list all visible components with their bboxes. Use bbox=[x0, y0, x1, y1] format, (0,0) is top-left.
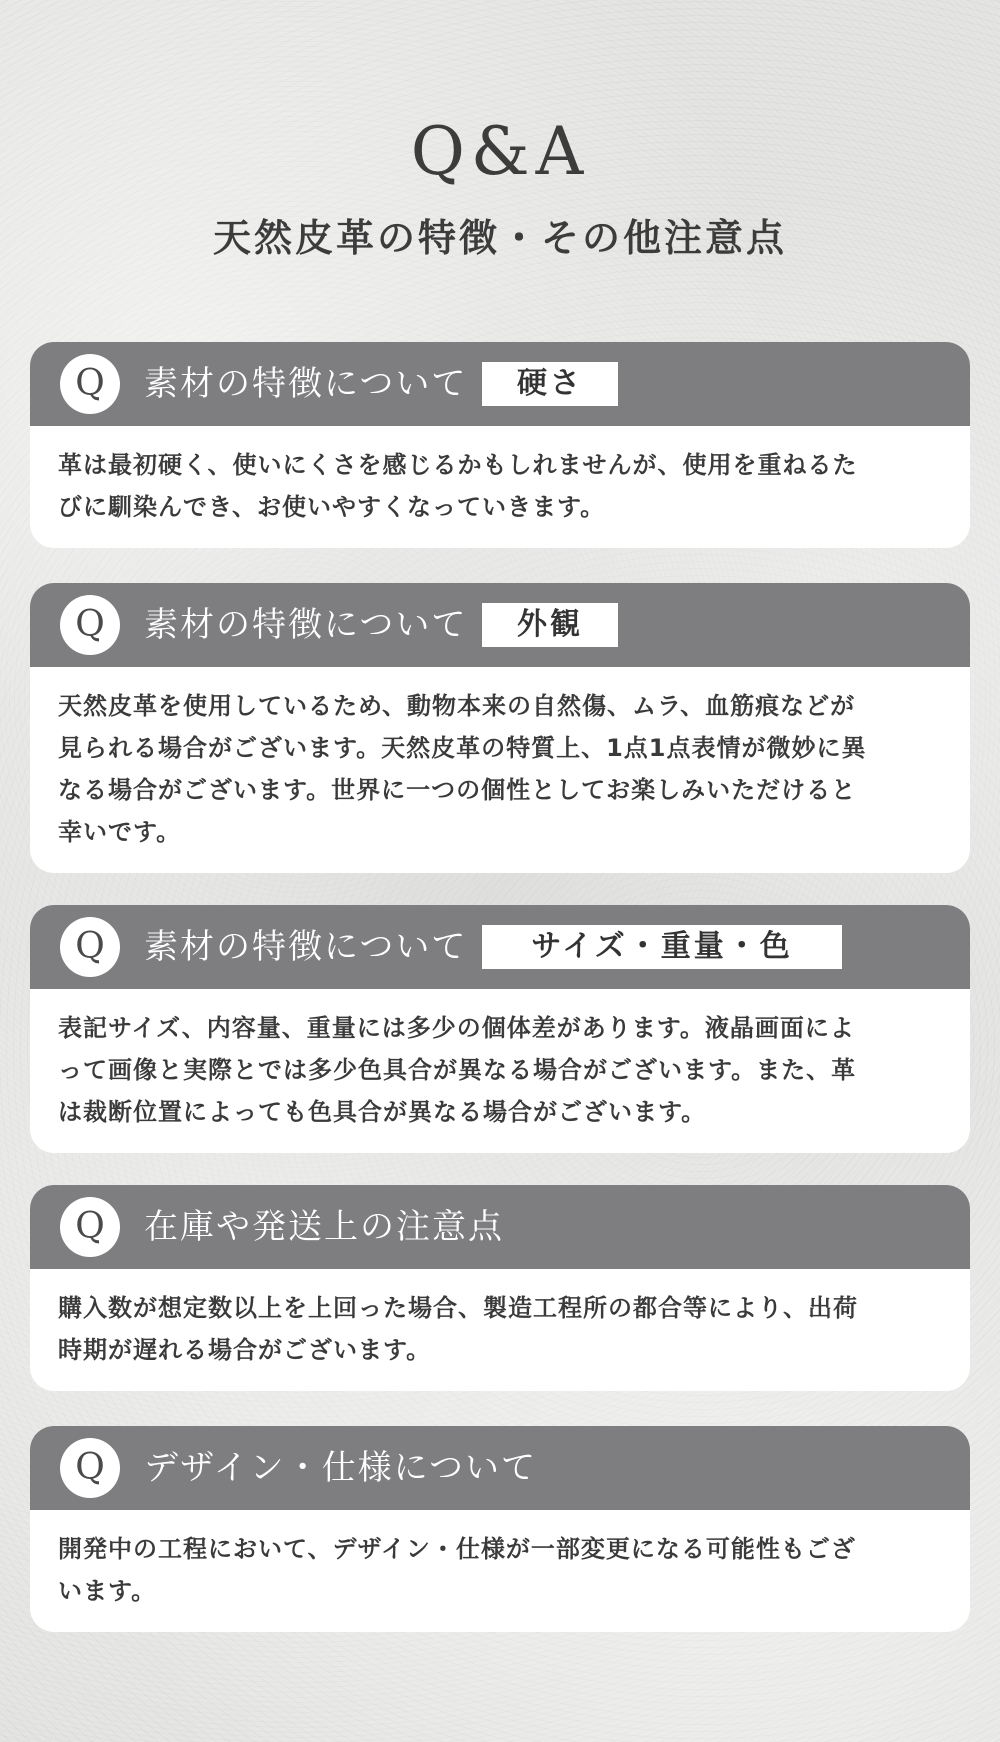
qa-card-title: 素材の特徴について bbox=[144, 364, 468, 404]
answer-line: 幸いです。 bbox=[58, 818, 182, 846]
answer-line: 表記サイズ、内容量、重量には多少の個体差があります。液晶画面によ bbox=[58, 1014, 855, 1042]
qa-card-title: 素材の特徴について bbox=[144, 927, 468, 967]
page-title: Q&A bbox=[410, 113, 590, 190]
qa-card-appearance bbox=[30, 583, 970, 873]
answer-line: は裁断位置によっても色具合が異なる場合がございます。 bbox=[58, 1098, 707, 1126]
answer-line: 購入数が想定数以上を上回った場合、製造工程所の都合等により、出荷 bbox=[58, 1294, 858, 1322]
answer-line: 革は最初硬く、使いにくさを感じるかもしれませんが、使用を重ねるた bbox=[58, 451, 858, 479]
qa-card-answer bbox=[30, 667, 970, 853]
answer-line: 見られる場合がございます。天然皮革の特質上、1点1点表情が微妙に異 bbox=[58, 734, 867, 762]
qa-card-tag: 硬さ bbox=[482, 362, 618, 406]
qa-card-title: 在庫や発送上の注意点 bbox=[144, 1207, 504, 1247]
qa-card-answer bbox=[30, 426, 970, 528]
page-subtitle: 天然皮革の特徴・その他注意点 bbox=[212, 216, 787, 260]
answer-line: なる場合がございます。世界に一つの個性としてお楽しみいただけると bbox=[58, 776, 857, 804]
q-badge-icon: Q bbox=[60, 1197, 120, 1257]
qa-card-header bbox=[30, 1426, 970, 1510]
q-badge-icon: Q bbox=[60, 354, 120, 414]
answer-line: びに馴染んでき、お使いやすくなっていきます。 bbox=[58, 493, 606, 521]
qa-card-title: デザイン・仕様について bbox=[144, 1448, 537, 1488]
answer-line: 天然皮革を使用しているため、動物本来の自然傷、ムラ、血筋痕などが bbox=[58, 692, 856, 720]
answer-line: います。 bbox=[58, 1577, 157, 1605]
qa-card-answer bbox=[30, 1510, 970, 1612]
qa-card-header bbox=[30, 342, 970, 426]
answer-line: 時期が遅れる場合がございます。 bbox=[58, 1336, 432, 1364]
qa-card-hardness bbox=[30, 342, 970, 548]
answer-line: って画像と実際とでは多少色具合が異なる場合がございます。また、革 bbox=[58, 1056, 857, 1084]
qa-card-tag: サイズ・重量・色 bbox=[482, 925, 842, 969]
qa-card-stock-shipping bbox=[30, 1185, 970, 1391]
qa-card-header bbox=[30, 1185, 970, 1269]
q-badge-icon: Q bbox=[60, 917, 120, 977]
q-badge-icon: Q bbox=[60, 1438, 120, 1498]
answer-line: 開発中の工程において、デザイン・仕様が一部変更になる可能性もござ bbox=[58, 1535, 856, 1563]
qa-card-title: 素材の特徴について bbox=[144, 605, 468, 645]
qa-card-answer bbox=[30, 1269, 970, 1371]
qa-card-answer bbox=[30, 989, 970, 1133]
qa-card-header bbox=[30, 583, 970, 667]
qa-card-tag: 外観 bbox=[482, 603, 618, 647]
qa-card-design-spec bbox=[30, 1426, 970, 1632]
q-badge-icon: Q bbox=[60, 595, 120, 655]
qa-card-header bbox=[30, 905, 970, 989]
qa-card-size-weight-color bbox=[30, 905, 970, 1153]
